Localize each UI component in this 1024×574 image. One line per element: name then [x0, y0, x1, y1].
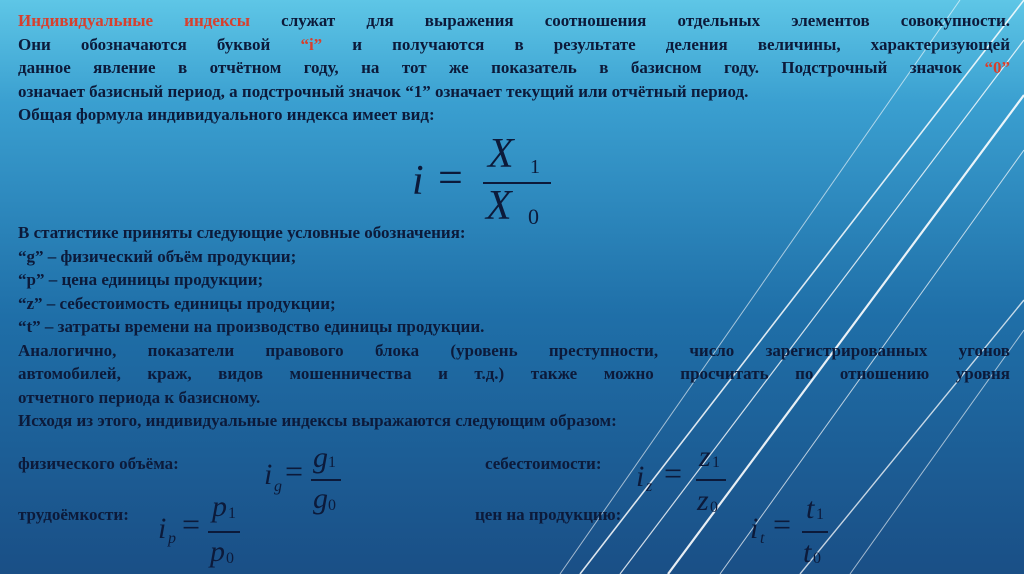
- main-formula-den-sub: 0: [528, 204, 539, 229]
- formula-p-eq: =: [182, 506, 201, 542]
- term-highlight: Индивидуальные индексы: [18, 11, 251, 30]
- label-cost: себестоимости:: [485, 454, 602, 473]
- formula-t-i: i: [750, 512, 759, 545]
- formula-t-sub: t: [760, 530, 765, 547]
- formula-p-den: p: [210, 535, 225, 568]
- formula-g-den-sub: 0: [328, 497, 336, 514]
- notation-line-5: “t” – затраты времени на производство единицы продукции.: [18, 317, 485, 336]
- formula-g-den: g: [313, 482, 328, 515]
- formula-z-eq: =: [664, 455, 683, 491]
- label-price: цен на продукцию:: [475, 505, 622, 524]
- intro-paragraph: [18, 9, 1010, 127]
- notation-line-9: Исходя из этого, индивидуальные индексы выражаются следующим образом:: [18, 411, 617, 430]
- formula-g-sub: g: [274, 478, 282, 495]
- formula-t-bar: [802, 531, 828, 533]
- intro-line-2: Они обозначаются буквой “i” и получаются в результате деления величины, характеризующей: [18, 34, 1010, 54]
- notation-line-7: автомобилей, краж, видов мошенничества и т.д.) также можно просчитать по отношению уровня: [18, 364, 1010, 383]
- main-formula-eq: =: [438, 153, 463, 202]
- formula-p-den-sub: 0: [226, 550, 234, 567]
- formula-z-num: z: [699, 440, 711, 473]
- formula-z-i: i: [636, 460, 645, 493]
- formula-p-num: p: [212, 490, 227, 523]
- formula-g-eq: =: [285, 453, 304, 489]
- formula-t-den-sub: 0: [813, 550, 821, 567]
- label-physical-volume: физического объёма:: [18, 454, 179, 473]
- formula-z-bar: [696, 479, 726, 481]
- intro-line-4: означает базисный период, а подстрочный значок “1” означает текущий или отчётный период.: [18, 81, 749, 101]
- formula-p-sub: p: [168, 530, 176, 547]
- formula-t-num: t: [806, 492, 815, 525]
- intro-line-1: Индивидуальные индексы служат для выражения соотношения отдельных элементов совокупности.: [18, 11, 1010, 30]
- formula-p-i: i: [158, 512, 167, 545]
- notation-line-4: “z” – себестоимость единицы продукции;: [18, 293, 336, 313]
- formula-g-num-sub: 1: [328, 454, 336, 471]
- intro-line-3: данное явление в отчётном году, на тот же показатель в базисном году. Подстрочный значок “0”: [18, 58, 1010, 77]
- label-labor: трудоёмкости:: [18, 505, 129, 524]
- formula-z-den: z: [697, 484, 709, 517]
- letter-highlight: “i”: [300, 34, 323, 54]
- main-formula-num: X: [488, 131, 514, 177]
- main-formula-num-sub: 1: [530, 156, 540, 178]
- notation-line-3: “p” – цена единицы продукции;: [18, 270, 264, 289]
- formula-g-i: i: [264, 458, 273, 491]
- formula-g-bar: [311, 479, 341, 481]
- main-formula-i: i: [412, 158, 424, 204]
- notation-paragraph: [18, 221, 1010, 433]
- formula-t-den: t: [803, 536, 812, 569]
- main-formula-den: X: [486, 183, 512, 229]
- formula-g-num: g: [313, 441, 328, 474]
- formula-p-bar: [208, 531, 240, 533]
- formula-z-num-sub: 1: [712, 454, 720, 471]
- formula-t-eq: =: [773, 506, 792, 542]
- formula-t-num-sub: 1: [816, 506, 824, 523]
- intro-line-5: Общая формула индивидуального индекса имеет вид:: [18, 105, 435, 124]
- notation-line-6: Аналогично, показатели правового блока (уровень преступности, число зарегистрированных угонов: [18, 340, 1010, 360]
- formula-z-sub: z: [646, 478, 653, 495]
- zero-highlight: “0”: [984, 58, 1010, 77]
- notation-line-1: В статистике приняты следующие условные обозначения:: [18, 223, 466, 242]
- formula-p-num-sub: 1: [228, 505, 236, 522]
- formula-z-den-sub: 0: [710, 499, 718, 516]
- notation-line-8: отчетного периода к базисному.: [18, 387, 261, 407]
- notation-line-2: “g” – физический объём продукции;: [18, 246, 297, 266]
